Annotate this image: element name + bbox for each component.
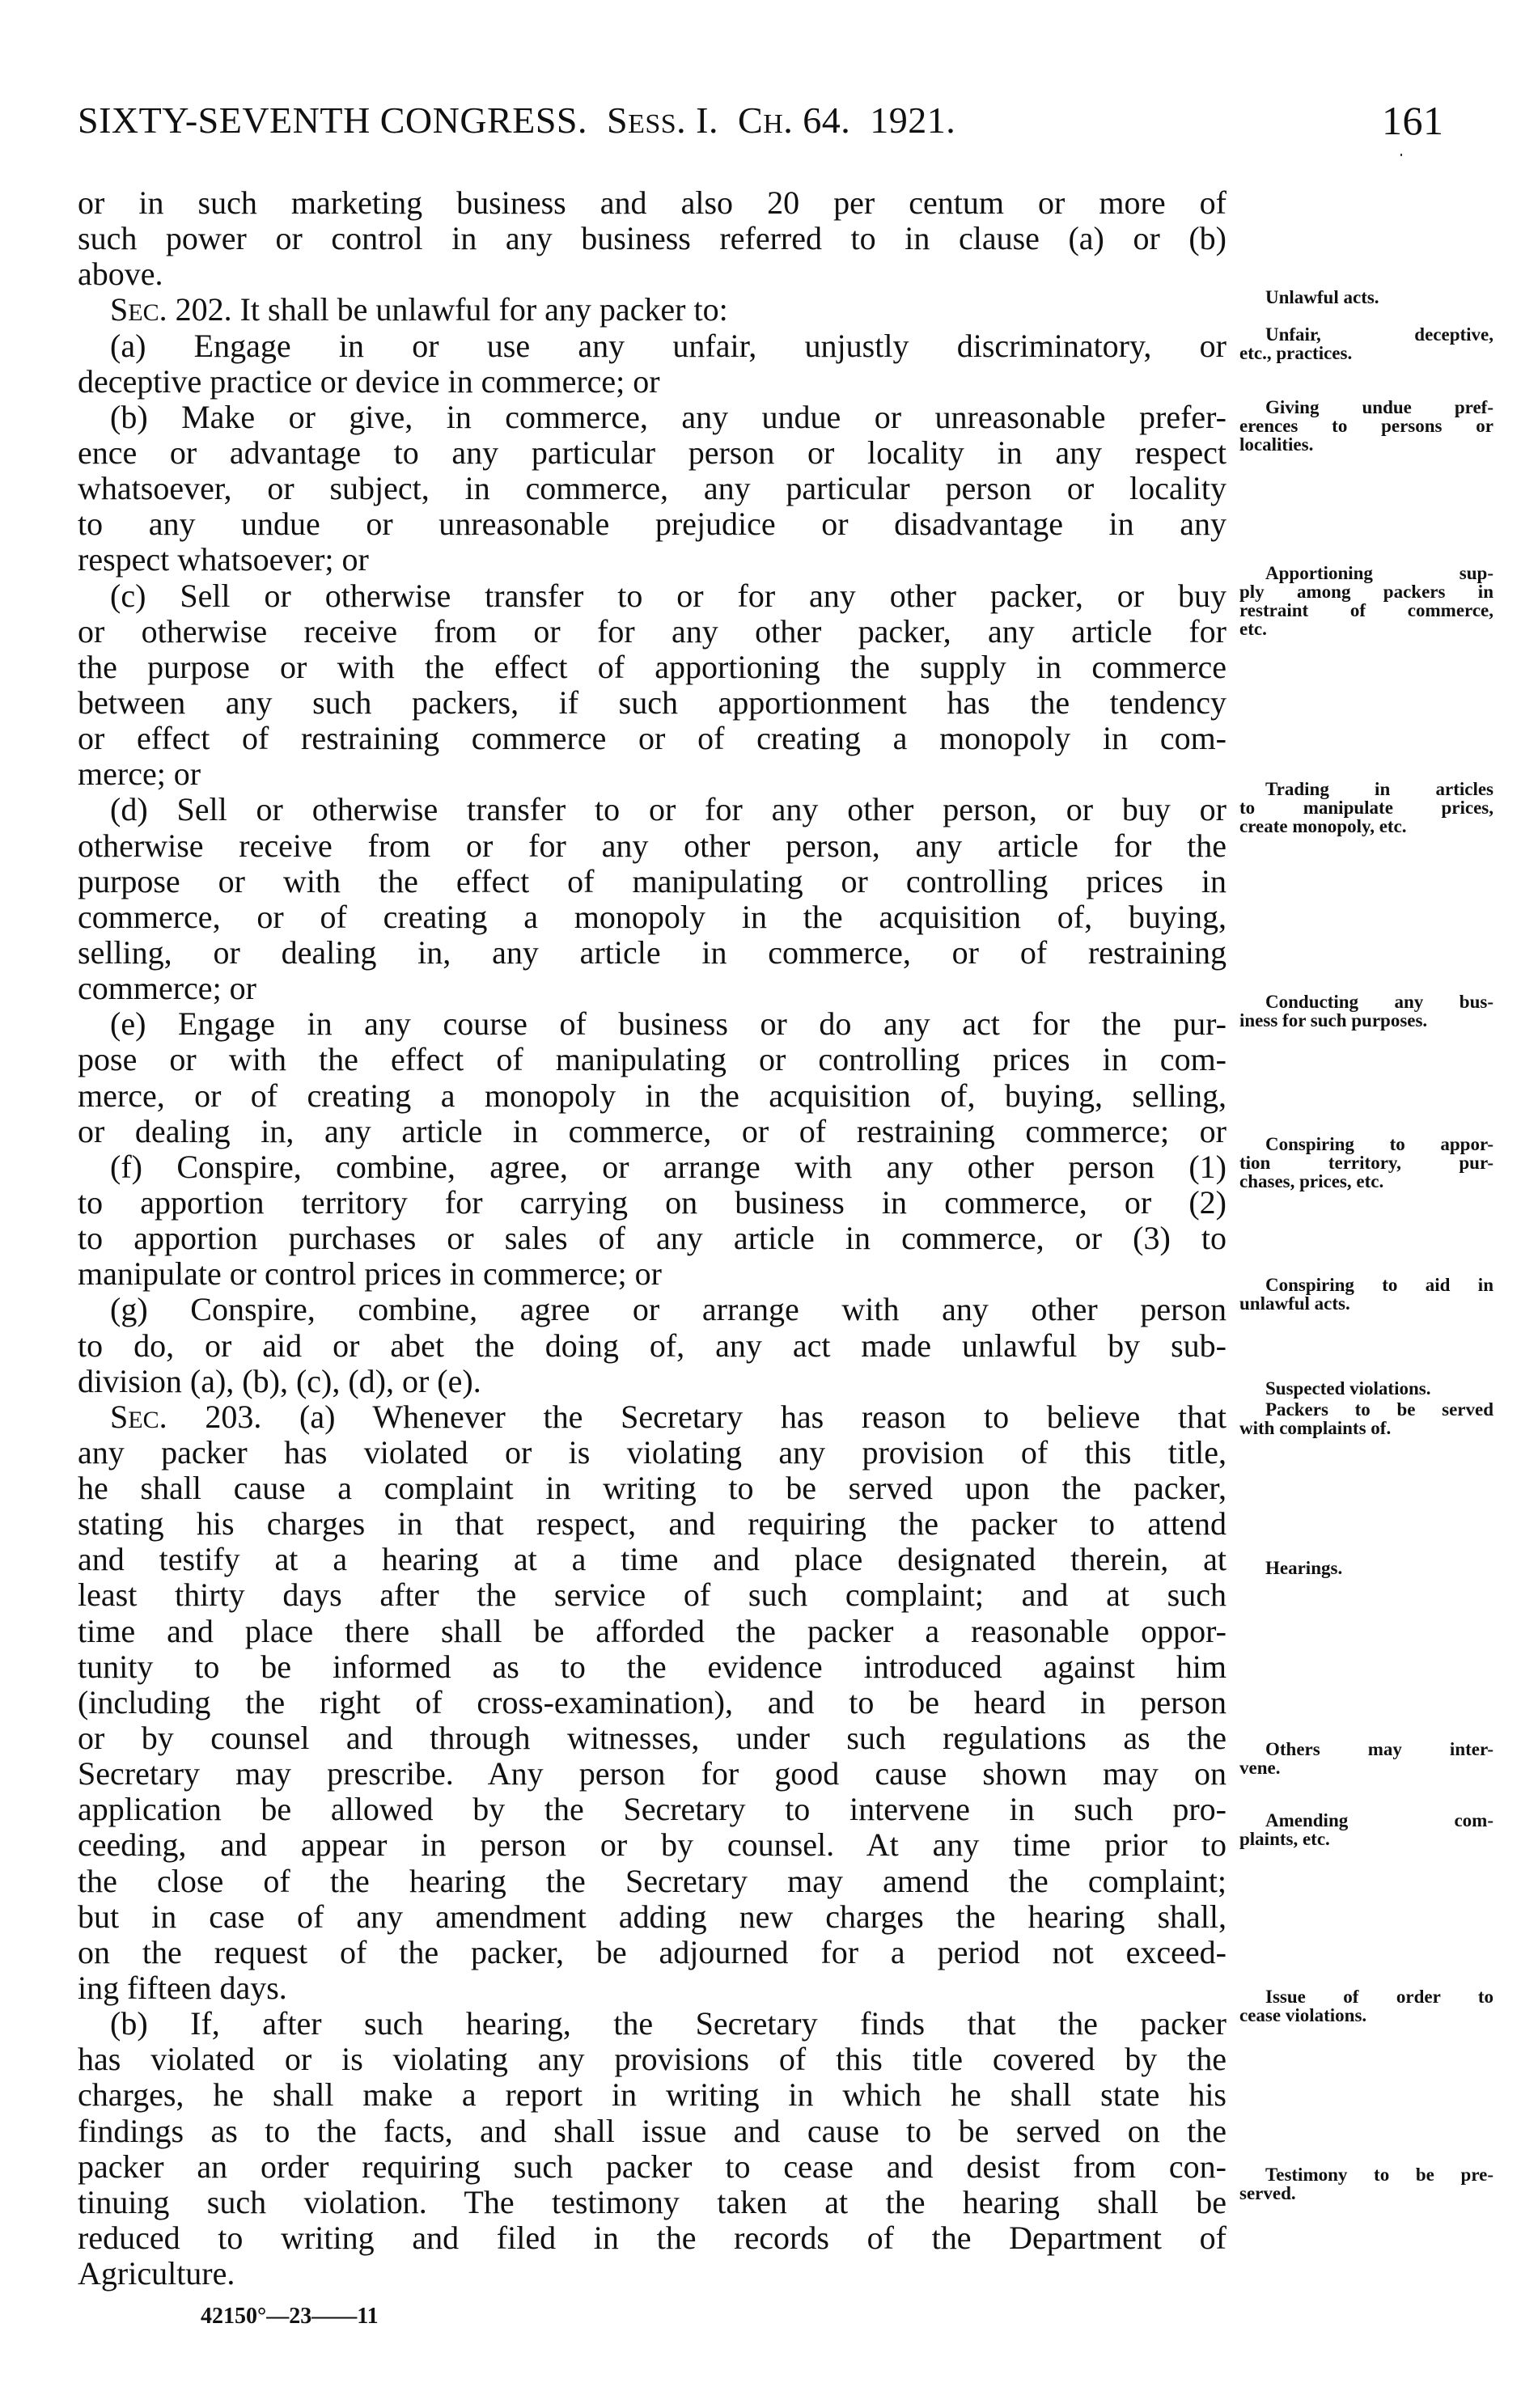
body-line: between any such packers, if such apportionment has the tendency	[78, 683, 1227, 721]
sec-abbrev-initial: S	[110, 1398, 129, 1435]
margin-note-testimony-preserved	[1239, 2165, 1493, 2203]
body-line: Agriculture.	[78, 2255, 235, 2292]
body-line-text: . 202. It shall be unlawful for any packer to:	[159, 291, 728, 328]
body-line: (including the right of cross-examination), and to be heard in person	[78, 1683, 1227, 1720]
body-line: respect whatsoever; or	[78, 541, 369, 578]
session-smallcaps: ESS	[628, 109, 677, 139]
body-line: and testify at a hearing at a time and place designated therein, at	[78, 1541, 1227, 1578]
body-line: to do, or aid or abet the doing of, any act made unlawful by sub-	[78, 1327, 1227, 1364]
margin-note-line: restraint of commerce,	[1239, 600, 1493, 620]
body-line: to apportion territory for carrying on business in commerce, or (2)	[78, 1183, 1227, 1221]
year: 1921.	[870, 99, 956, 141]
body-line: (g) Conspire, combine, agree or arrange with any other person	[110, 1291, 1227, 1328]
margin-note-issue-order	[1239, 1987, 1493, 2025]
body-line: least thirty days after the service of such complaint; and at such	[78, 1576, 1227, 1614]
body-line: time and place there shall be afforded the packer a reasonable oppor-	[78, 1612, 1227, 1649]
margin-note-line: tion territory, pur-	[1239, 1153, 1493, 1173]
body-line: whatsoever, or subject, in commerce, any particular person or locality	[78, 470, 1227, 507]
margin-note-unlawful-acts	[1239, 288, 1493, 307]
body-line: to apportion purchases or sales of any article in commerce, or (3) to	[78, 1220, 1227, 1257]
margin-note-line: etc.	[1239, 619, 1267, 639]
chapter-initial: C	[738, 99, 764, 141]
body-line: ing fifteen days.	[78, 1970, 287, 2007]
margin-note-conducting-business	[1239, 992, 1493, 1030]
body-line: manipulate or control prices in commerce; or	[78, 1255, 662, 1293]
margin-note-conspiring-aid	[1239, 1276, 1493, 1313]
margin-note-line: create monopoly, etc.	[1239, 816, 1407, 836]
margin-note-undue-preferences	[1239, 398, 1493, 454]
body-line: (c) Sell or otherwise transfer to or for any other packer, or buy	[110, 577, 1227, 614]
margin-note-line: plaints, etc.	[1239, 1829, 1330, 1849]
margin-note-trading-articles	[1239, 780, 1493, 836]
body-line: (d) Sell or otherwise transfer to or for any other person, or buy or	[110, 791, 1227, 828]
margin-note-others-intervene	[1239, 1740, 1493, 1777]
margin-note-line: erences to persons or	[1239, 416, 1493, 436]
margin-note-line: Conspiring to aid in	[1265, 1275, 1493, 1295]
body-line: ence or advantage to any particular person or locality in any respect	[78, 434, 1227, 471]
body-line: above.	[78, 256, 163, 293]
margin-note-line: Conspiring to appor-	[1265, 1134, 1493, 1154]
body-line: tunity to be informed as to the evidence introduced against him	[78, 1648, 1227, 1685]
body-line: or otherwise receive from or for any other packer, any article for	[78, 612, 1227, 650]
margin-note-suspected-violations	[1239, 1379, 1493, 1398]
body-line: application be allowed by the Secretary to intervene in such pro-	[78, 1791, 1227, 1828]
body-line: (b) Make or give, in commerce, any undue or unreasonable prefer-	[110, 398, 1227, 435]
margin-note-apportioning-supply	[1239, 564, 1493, 638]
margin-note-line: chases, prices, etc.	[1239, 1171, 1384, 1191]
body-line: findings as to the facts, and shall issue and cause to be served on the	[78, 2112, 1227, 2149]
running-header	[78, 99, 1453, 144]
margin-note-line: localities.	[1239, 434, 1314, 455]
body-line: commerce; or	[78, 970, 256, 1007]
congress-title: SIXTY-SEVENTH CONGRESS.	[78, 99, 587, 141]
margin-note-unfair-deceptive	[1239, 325, 1493, 362]
margin-note-line: Hearings.	[1265, 1558, 1343, 1578]
sec-abbrev-initial: S	[110, 291, 129, 328]
body-line: packer an order requiring such packer to cease and desist from con-	[78, 2148, 1227, 2185]
margin-note-packers-served	[1239, 1400, 1493, 1437]
margin-note-line: with complaints of.	[1239, 1418, 1392, 1438]
margin-note-line: Issue of order to	[1265, 1987, 1493, 2007]
body-line: he shall cause a complaint in writing to be served upon the packer,	[78, 1470, 1227, 1507]
session-number: . I.	[676, 99, 718, 141]
running-title-line	[78, 99, 955, 142]
body-line: deceptive practice or device in commerce; or	[78, 362, 660, 400]
body-line: the purpose or with the effect of apportioning the supply in commerce	[78, 648, 1227, 685]
body-line-text: . 203. (a) Whenever the Secretary has reason to believe that	[159, 1398, 1227, 1435]
body-line: commerce, or of creating a monopoly in the acquisition of, buying,	[78, 898, 1227, 935]
margin-note-line: Apportioning sup-	[1265, 563, 1493, 583]
printer-signature-mark: 42150°—23——11	[201, 2304, 379, 2329]
body-line: Secretary may prescribe. Any person for good cause shown may on	[78, 1755, 1227, 1792]
body-line: but in case of any amendment adding new charges the hearing shall,	[78, 1898, 1227, 1935]
body-line: merce, or of creating a monopoly in the acquisition of, buying, selling,	[78, 1077, 1227, 1114]
body-line: reduced to writing and filed in the records of the Department of	[78, 2220, 1227, 2257]
margin-note-amending-complaints	[1239, 1811, 1493, 1848]
margin-note-line: to manipulate prices,	[1239, 798, 1493, 818]
section-heading-line	[78, 1399, 1227, 1435]
margin-note-hearings	[1239, 1559, 1493, 1577]
margin-note-line: Unlawful acts.	[1265, 287, 1379, 307]
margin-note-line: Conducting any bus-	[1265, 992, 1493, 1012]
margin-note-line: Unfair, deceptive,	[1265, 324, 1493, 345]
body-line: or effect of restraining commerce or of creating a monopoly in com-	[78, 720, 1227, 757]
chapter-smallcaps: H	[763, 109, 784, 139]
body-line: or in such marketing business and also 20 per centum or more of	[78, 184, 1227, 221]
body-line: or by counsel and through witnesses, under such regulations as the	[78, 1720, 1227, 1757]
session-initial: S	[606, 99, 629, 141]
margin-note-line: iness for such purposes.	[1239, 1010, 1428, 1030]
body-line: any packer has violated or is violating any provision of this title,	[78, 1433, 1227, 1471]
body-line: (f) Conspire, combine, agree, or arrange with any other person (1)	[110, 1148, 1227, 1185]
body-line: (a) Engage in or use any unfair, unjustly discriminatory, or	[110, 327, 1227, 364]
body-line: otherwise receive from or for any other person, any article for the	[78, 827, 1227, 864]
margin-note-line: served.	[1239, 2183, 1296, 2203]
margin-note-line: etc., practices.	[1239, 343, 1353, 363]
body-line: or dealing in, any article in commerce, or of restraining commerce; or	[78, 1112, 1227, 1149]
sec-abbrev-smallcaps: EC	[128, 1406, 159, 1433]
body-line: selling, or dealing in, any article in commerce, or of restraining	[78, 933, 1227, 971]
body-line: pose or with the effect of manipulating or controlling prices in com-	[78, 1041, 1227, 1078]
body-line: ceeding, and appear in person or by counsel. At any time prior to	[78, 1826, 1227, 1864]
sec-abbrev-smallcaps: EC	[128, 299, 159, 327]
body-line: (b) If, after such hearing, the Secretary finds that the packer	[110, 2005, 1227, 2042]
margin-note-line: Giving undue pref-	[1265, 397, 1493, 417]
body-line: on the request of the packer, be adjourned for a period not exceed-	[78, 1933, 1227, 1970]
body-line: purpose or with the effect of manipulating or controlling prices in	[78, 862, 1227, 899]
margin-note-line: Trading in articles	[1265, 779, 1493, 799]
margin-note-line: Testimony to be pre-	[1265, 2165, 1493, 2185]
body-line: to any undue or unreasonable prejudice or disadvantage in any	[78, 506, 1227, 543]
section-heading-line	[78, 292, 1227, 328]
chapter-number: . 64.	[783, 99, 851, 141]
page-number: 161	[1382, 98, 1444, 143]
margin-note-line: ply among packers in	[1239, 582, 1493, 602]
margin-note-line: Amending com-	[1265, 1810, 1493, 1830]
margin-note-line: Packers to be served	[1265, 1399, 1493, 1420]
margin-note-line: unlawful acts.	[1239, 1293, 1350, 1314]
margin-note-conspiring-apportion	[1239, 1135, 1493, 1191]
body-line: charges, he shall make a report in writing in which he shall state his	[78, 2076, 1227, 2114]
body-line: such power or control in any business referred to in clause (a) or (b)	[78, 220, 1227, 257]
body-line: (e) Engage in any course of business or do any act for the pur-	[110, 1005, 1227, 1043]
print-speck	[1400, 154, 1402, 156]
margin-note-line: Others may inter-	[1265, 1739, 1493, 1759]
margin-note-line: Suspected violations.	[1265, 1378, 1431, 1399]
body-line: stating his charges in that respect, and requiring the packer to attend	[78, 1505, 1227, 1543]
body-line: division (a), (b), (c), (d), or (e).	[78, 1362, 481, 1399]
body-line: the close of the hearing the Secretary may amend the complaint;	[78, 1862, 1227, 1899]
margin-note-line: cease violations.	[1239, 2005, 1367, 2025]
statute-body	[78, 185, 1227, 2292]
body-line: tinuing such violation. The testimony taken at the hearing shall be	[78, 2183, 1227, 2220]
margin-note-line: vene.	[1239, 1758, 1281, 1778]
body-line: merce; or	[78, 755, 201, 793]
body-line: has violated or is violating any provisions of this title covered by the	[78, 2041, 1227, 2078]
